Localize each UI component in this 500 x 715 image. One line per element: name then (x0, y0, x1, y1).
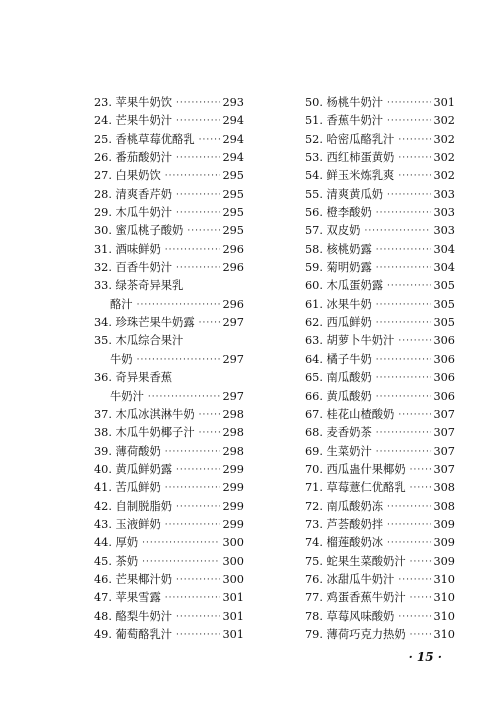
toc-entry-page: 301 (222, 609, 244, 623)
toc-entry-page: 309 (433, 554, 455, 568)
toc-entry (305, 406, 455, 424)
toc-entry-continuation (94, 388, 244, 406)
toc-entry-page: 302 (433, 132, 455, 146)
toc-entry-page: 307 (433, 462, 455, 476)
leader-dots (387, 94, 431, 112)
toc-entry-page: 297 (222, 352, 244, 366)
toc-entry-title: 60. 木瓜蛋奶露 (305, 279, 384, 293)
toc-entry-title: 44. 厚奶 (94, 536, 139, 550)
toc-entry-title: 31. 酒味鲜奶 (94, 242, 161, 256)
toc-entry-title: 29. 木瓜牛奶汁 (94, 206, 173, 220)
toc-entry-title: 63. 胡萝卜牛奶汁 (305, 334, 395, 348)
toc-entry-page: 296 (222, 242, 244, 256)
leader-dots (376, 296, 432, 314)
leader-dots (199, 424, 221, 442)
toc-entry (305, 516, 455, 534)
toc-entry (94, 479, 244, 497)
toc-entry-page: 306 (433, 352, 455, 366)
toc-entry-title: 68. 麦香奶茶 (305, 426, 372, 440)
toc-entry (94, 461, 244, 479)
leader-dots (176, 626, 220, 644)
toc-entry-title: 32. 百香牛奶汁 (94, 261, 173, 275)
leader-dots (398, 406, 431, 424)
leader-dots (376, 369, 432, 387)
toc-entry-page: 306 (433, 389, 455, 403)
toc-entry (94, 131, 244, 149)
leader-dots (387, 112, 431, 130)
page-number: · 15 · (408, 650, 442, 664)
leader-dots (165, 167, 221, 185)
toc-entry-page: 310 (433, 609, 455, 623)
toc-entry-page: 299 (222, 462, 244, 476)
leader-dots (176, 204, 220, 222)
toc-entry-page: 296 (222, 297, 244, 311)
leader-dots (187, 222, 220, 240)
toc-entry-page: 294 (222, 132, 244, 146)
toc-entry (94, 204, 244, 222)
toc-entry (94, 314, 244, 332)
toc-entry-title: 28. 清爽香芹奶 (94, 187, 173, 201)
toc-entry-title: 52. 哈密瓜酪乳汁 (305, 132, 395, 146)
toc-entry-page: 309 (433, 517, 455, 531)
toc-entry (94, 186, 244, 204)
leader-dots (398, 608, 431, 626)
toc-entry-title-continued: 牛奶 (110, 352, 133, 366)
toc-entry (305, 259, 455, 277)
toc-entry-title: 50. 杨桃牛奶汁 (305, 96, 384, 109)
toc-entry (305, 149, 455, 167)
toc-entry-page: 306 (433, 371, 455, 385)
toc-entry (305, 534, 455, 552)
toc-entry (305, 332, 455, 350)
toc-entry-title: 37. 木瓜冰淇淋牛奶 (94, 407, 195, 421)
toc-entry-title: 54. 鲜玉米炼乳爽 (305, 169, 395, 183)
toc-entry-page: 302 (433, 114, 455, 128)
leader-dots (199, 314, 221, 332)
toc-entry (305, 424, 455, 442)
leader-dots (176, 94, 220, 112)
leader-dots (137, 296, 221, 314)
toc-entry-title: 58. 核桃奶露 (305, 242, 372, 256)
toc-entry-page: 306 (433, 334, 455, 348)
toc-entry-title: 39. 薄荷酸奶 (94, 444, 161, 458)
toc-entry-title: 38. 木瓜牛奶椰子汁 (94, 426, 195, 440)
toc-entry-title: 42. 自制脱脂奶 (94, 499, 173, 513)
toc-entry (94, 149, 244, 167)
toc-entry-title: 65. 南瓜酸奶 (305, 371, 372, 385)
toc-entry (305, 222, 455, 240)
toc-entry-page: 297 (222, 389, 244, 403)
toc-entry (94, 167, 244, 185)
toc-entry (94, 94, 244, 112)
toc-entry (305, 626, 455, 644)
toc-entry-title-continued: 牛奶汁 (110, 389, 144, 403)
toc-entry-page: 307 (433, 444, 455, 458)
leader-dots (376, 241, 432, 259)
toc-entry-page: 303 (433, 187, 455, 201)
toc-entry (94, 626, 244, 644)
leader-dots (398, 149, 431, 167)
leader-dots (165, 443, 221, 461)
leader-dots (165, 241, 221, 259)
leader-dots (364, 222, 431, 240)
leader-dots (176, 186, 220, 204)
leader-dots (376, 388, 432, 406)
toc-entry-page: 307 (433, 426, 455, 440)
leader-dots (176, 149, 220, 167)
toc-entry (305, 608, 455, 626)
toc-entry-page: 310 (433, 627, 455, 641)
leader-dots (376, 314, 432, 332)
toc-entry (94, 608, 244, 626)
leader-dots (387, 516, 431, 534)
toc-entry-title: 70. 西瓜蛊什果椰奶 (305, 462, 406, 476)
toc-entry-continuation (94, 351, 244, 369)
toc-entry-page: 301 (222, 627, 244, 641)
toc-entry-page: 294 (222, 114, 244, 128)
leader-dots (387, 186, 431, 204)
leader-dots (376, 204, 432, 222)
toc-entry (94, 498, 244, 516)
leader-dots (165, 516, 221, 534)
toc-entry-page: 294 (222, 151, 244, 165)
toc-entry-page: 307 (433, 407, 455, 421)
toc-entry-continuation (94, 296, 244, 314)
leader-dots (376, 351, 432, 369)
leader-dots (176, 259, 220, 277)
toc-entry-title: 24. 芒果牛奶汁 (94, 114, 173, 128)
toc-entry-title: 46. 芒果椰汁奶 (94, 572, 173, 586)
leader-dots (165, 479, 221, 497)
leader-dots (176, 571, 220, 589)
toc-entry-page: 297 (222, 316, 244, 330)
toc-entry (305, 351, 455, 369)
toc-entry-title: 26. 番茄酸奶汁 (94, 151, 173, 165)
toc-entry (305, 479, 455, 497)
leader-dots (398, 332, 431, 350)
toc-entry-title: 64. 橘子牛奶 (305, 352, 372, 366)
toc-entry-title: 35. 木瓜综合果汁 (94, 334, 184, 348)
toc-entry (305, 131, 455, 149)
toc-entry-title: 67. 桂花山楂酸奶 (305, 407, 395, 421)
toc-entry (94, 259, 244, 277)
toc-entry (305, 167, 455, 185)
toc-entry-page: 305 (433, 297, 455, 311)
toc-entry-title: 72. 南瓜酸奶冻 (305, 499, 384, 513)
toc-entry-page: 309 (433, 536, 455, 550)
toc-entry-title: 33. 绿茶奇异果乳 (94, 279, 184, 293)
toc-entry-title: 27. 白果奶饮 (94, 169, 161, 183)
toc-entry-page: 295 (222, 187, 244, 201)
toc-entry-title-continued: 酪汁 (110, 297, 133, 311)
leader-dots (410, 461, 432, 479)
toc-entry-page: 303 (433, 206, 455, 220)
toc-entry (305, 461, 455, 479)
toc-entry-page: 301 (222, 591, 244, 605)
toc-entry (305, 186, 455, 204)
leader-dots (387, 498, 431, 516)
toc-entry (94, 277, 244, 295)
toc-entry-title: 30. 蜜瓜桃子酸奶 (94, 224, 184, 238)
toc-entry (94, 406, 244, 424)
toc-entry-title: 71. 草莓薏仁优酪乳 (305, 481, 406, 495)
toc-entry-title: 47. 苹果雪露 (94, 591, 161, 605)
toc-entry-title: 77. 鸡蛋香蕉牛奶汁 (305, 591, 406, 605)
toc-entry-page: 305 (433, 279, 455, 293)
toc-column-right (305, 94, 455, 644)
toc-entry (94, 443, 244, 461)
toc-entry (94, 424, 244, 442)
toc-entry-title: 51. 香蕉牛奶汁 (305, 114, 384, 128)
toc-entry-title: 56. 橙李酸奶 (305, 206, 372, 220)
leader-dots (199, 406, 221, 424)
leader-dots (137, 351, 221, 369)
toc-entry-page: 298 (222, 426, 244, 440)
toc-entry-page: 295 (222, 224, 244, 238)
toc-entry (94, 534, 244, 552)
leader-dots (376, 424, 432, 442)
toc-entry-title: 78. 草莓风味酸奶 (305, 609, 395, 623)
toc-entry (94, 112, 244, 130)
toc-entry (305, 571, 455, 589)
toc-entry-title: 57. 双皮奶 (305, 224, 361, 238)
toc-entry-page: 308 (433, 499, 455, 513)
toc-entry (305, 314, 455, 332)
leader-dots (176, 112, 220, 130)
toc-entry-page: 295 (222, 169, 244, 183)
toc-entry-title: 73. 芦荟酸奶拌 (305, 517, 384, 531)
toc-entry-page: 301 (433, 96, 455, 109)
toc-entry-title: 75. 蛇果生菜酸奶汁 (305, 554, 406, 568)
toc-entry-page: 305 (433, 316, 455, 330)
leader-dots (398, 131, 431, 149)
toc-entry (94, 222, 244, 240)
toc-column-left (94, 94, 244, 644)
toc-entry-page: 293 (222, 96, 244, 109)
toc-entry (305, 241, 455, 259)
toc-entry-title: 23. 苹果牛奶饮 (94, 96, 173, 109)
leader-dots (398, 167, 431, 185)
leader-dots (176, 461, 220, 479)
leader-dots (387, 534, 431, 552)
toc-entry (305, 443, 455, 461)
leader-dots (199, 131, 221, 149)
toc-entry (305, 498, 455, 516)
leader-dots (410, 479, 432, 497)
toc-entry-title: 43. 玉液鲜奶 (94, 517, 161, 531)
leader-dots (410, 626, 432, 644)
toc-entry-title: 79. 薄荷巧克力热奶 (305, 627, 406, 641)
toc-entry-page: 300 (222, 572, 244, 586)
toc-entry-page: 300 (222, 554, 244, 568)
leader-dots (148, 388, 221, 406)
toc-entry (94, 369, 244, 387)
toc-entry-title: 66. 黄瓜酸奶 (305, 389, 372, 403)
toc-entry-page: 299 (222, 517, 244, 531)
leader-dots (376, 259, 432, 277)
toc-entry-page: 303 (433, 224, 455, 238)
toc-entry-title: 40. 黄瓜鲜奶露 (94, 462, 173, 476)
toc-entry-title: 61. 冰果牛奶 (305, 297, 372, 311)
toc-entry-title: 74. 榴莲酸奶冰 (305, 536, 384, 550)
leader-dots (410, 589, 432, 607)
toc-entry-title: 62. 西瓜鲜奶 (305, 316, 372, 330)
toc-entry-title: 45. 茶奶 (94, 554, 139, 568)
toc-entry (305, 388, 455, 406)
toc-entry (94, 571, 244, 589)
toc-entry (305, 553, 455, 571)
toc-entry (305, 296, 455, 314)
toc-entry-page: 308 (433, 481, 455, 495)
leader-dots (398, 571, 431, 589)
toc-entry-title: 41. 苦瓜鲜奶 (94, 481, 161, 495)
toc-entry (305, 112, 455, 130)
toc-entry-title: 69. 生菜奶汁 (305, 444, 372, 458)
toc-entry (305, 369, 455, 387)
toc-entry-page: 302 (433, 151, 455, 165)
toc-entry (94, 516, 244, 534)
toc-entry-page: 310 (433, 572, 455, 586)
leader-dots (176, 498, 220, 516)
toc-entry-page: 304 (433, 261, 455, 275)
toc-entry-title: 53. 西红柿蛋黄奶 (305, 151, 395, 165)
toc-entry-title: 55. 清爽黄瓜奶 (305, 187, 384, 201)
leader-dots (142, 553, 220, 571)
toc-entry (94, 241, 244, 259)
leader-dots (387, 277, 431, 295)
toc-entry (94, 332, 244, 350)
toc-entry-title: 59. 菊明奶露 (305, 261, 372, 275)
toc-entry-title: 48. 酪梨牛奶汁 (94, 609, 173, 623)
toc-entry (305, 204, 455, 222)
toc-entry-title: 49. 葡萄酪乳汁 (94, 627, 173, 641)
toc-entry-page: 296 (222, 261, 244, 275)
toc-entry-page: 302 (433, 169, 455, 183)
toc-entry-page: 299 (222, 481, 244, 495)
toc-entry-page: 304 (433, 242, 455, 256)
toc-entry-title: 34. 珍珠芒果牛奶露 (94, 316, 195, 330)
toc-entry-title: 36. 奇异果香蕉 (94, 371, 173, 385)
leader-dots (410, 553, 432, 571)
toc-entry-page: 310 (433, 591, 455, 605)
toc-entry-page: 299 (222, 499, 244, 513)
toc-entry-page: 295 (222, 206, 244, 220)
toc-entry-page: 300 (222, 536, 244, 550)
toc-entry (94, 553, 244, 571)
leader-dots (142, 534, 220, 552)
toc-entry (305, 589, 455, 607)
toc-entry-page: 298 (222, 407, 244, 421)
leader-dots (165, 589, 221, 607)
toc-entry-title: 25. 香桃草莓优酪乳 (94, 132, 195, 146)
toc-entry (94, 589, 244, 607)
toc-entry (305, 94, 455, 112)
toc-entry (305, 277, 455, 295)
leader-dots (376, 443, 432, 461)
toc-entry-page: 298 (222, 444, 244, 458)
toc-entry-title: 76. 冰甜瓜牛奶汁 (305, 572, 395, 586)
leader-dots (176, 608, 220, 626)
